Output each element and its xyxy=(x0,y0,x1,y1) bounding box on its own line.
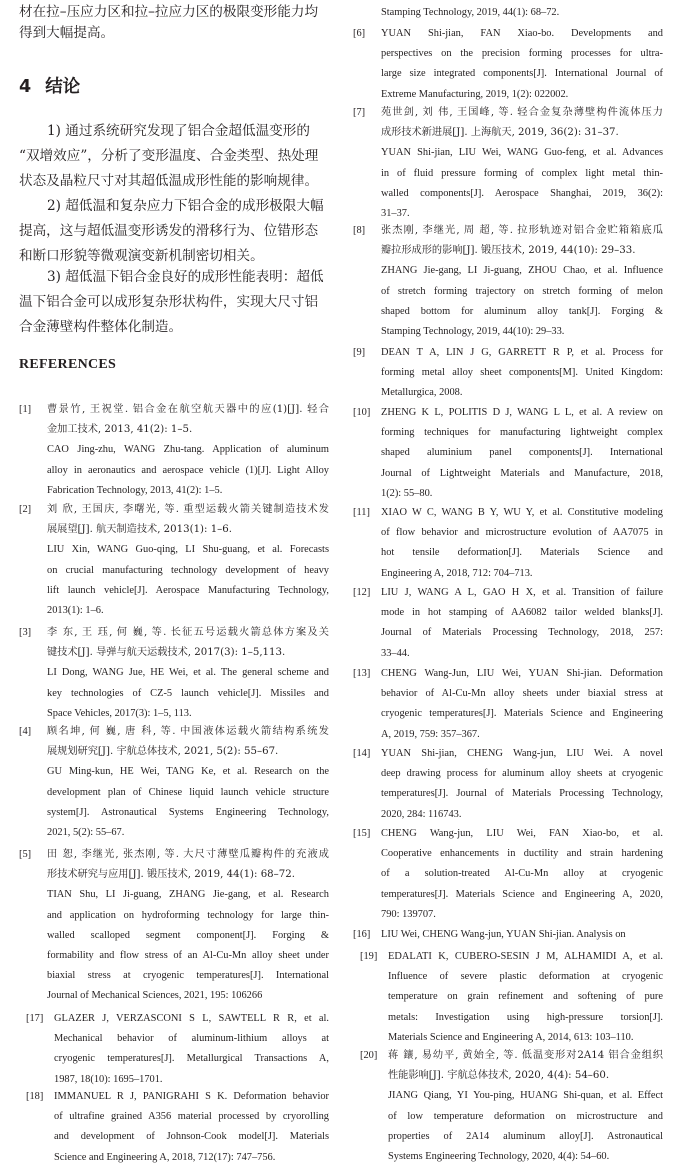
reference-line: YUAN Shi-jian, LIU Wei, WANG Guo-feng, et al. Advances xyxy=(381,147,663,159)
reference-line: temperatures[J]. Materials Science and Engineering A, 2020, xyxy=(381,888,663,900)
reference-line: walled scalloped segment component[J]. Forging & xyxy=(47,929,329,941)
reference-line: Engineering A, 2018, 712: 704–713. xyxy=(381,567,533,579)
reference-line: 展展望[J]. 航天制造技术, 2013(1): 1–6. xyxy=(47,524,232,536)
conclusion-paragraph xyxy=(19,267,324,338)
reference-line: shaped bottom for aluminum alloy tank[J]. Forging & xyxy=(381,305,663,317)
reference-line: system[J]. Astronautical Systems Engineering Technology, xyxy=(47,806,329,818)
reference-line: LIU Wei, CHENG Wang-jun, YUAN Shi-jian. Analysis on xyxy=(381,929,626,940)
reference-line: 苑世剑, 刘 伟, 王国峰, 等. 轻合金复杂薄壁构件流体压力 xyxy=(381,107,663,118)
reference-line: 33–44. xyxy=(381,647,410,659)
reference-line: Fabrication Technology, 2013, 41(2): 1–5. xyxy=(47,484,223,496)
reference-number: [7] xyxy=(353,107,366,118)
reference-number: [15] xyxy=(353,828,371,839)
reference-line: Influence of severe plastic deformation at cryogenic xyxy=(388,971,663,983)
reference-line: on crucial manufacturing technology development of heavy xyxy=(47,564,329,576)
reference-line: 顾名坤, 何 巍, 唐 科, 等. 中国液体运载火箭结构系统发 xyxy=(47,726,329,737)
conclusion-paragraph xyxy=(19,121,318,192)
section-heading xyxy=(19,73,80,98)
reference-line: Mechanical behavior of aluminum-lithium alloys at xyxy=(54,1033,329,1045)
reference-line: 蒋 鑲, 易幼平, 黄始全, 等. 低温变形对2A14 铝合金组织 xyxy=(388,1050,663,1061)
reference-number: [4] xyxy=(19,726,32,737)
conclusion-paragraph xyxy=(19,196,324,267)
reference-line: 性能影响[J]. 宇航总体技术, 2020, 4(4): 54–60. xyxy=(388,1070,610,1082)
reference-line: forming metal alloy sheet components[M]. United Kingdom: xyxy=(381,367,663,379)
reference-line: XIAO W C, WANG B Y, WU Y, et al. Constitutive modeling xyxy=(381,507,663,518)
reference-line: 1(2): 55–80. xyxy=(381,487,433,499)
reference-line: JIANG Qiang, YI You-ping, HUANG Shi-quan, et al. Effect xyxy=(388,1090,663,1102)
reference-line: Journal of Lightweight Materials and Manufacture, 2018, xyxy=(381,467,663,479)
reference-line: of stretch forming trajectory on stretch forming of melon xyxy=(381,285,663,297)
section-title: 结论 xyxy=(45,77,81,97)
reference-number: [14] xyxy=(353,748,371,759)
reference-line: CAO Jing-zhu, WANG Zhu-tang. Application of aluminum xyxy=(47,444,329,456)
reference-line: 2013(1): 1–6. xyxy=(47,604,104,616)
text-line: 2) 超低温和复杂应力下铝合金的成形极限大幅 xyxy=(47,198,324,214)
reference-line: CHENG Wang-Jun, LIU Wei, YUAN Shi-jian. Deformation xyxy=(381,668,663,679)
reference-line: of ultrafine grained A356 material processed by cryorolling xyxy=(54,1111,329,1123)
reference-number: [9] xyxy=(353,347,366,358)
text-line: 3) 超低温下铝合金良好的成形性能表明：超低 xyxy=(47,269,324,285)
reference-line: Journal of Mechanical Sciences, 2021, 195: 106266 xyxy=(47,990,263,1002)
reference-line: 刘 欣, 王国庆, 李曙光, 等. 重型运载火箭关键制造技术发 xyxy=(47,504,329,515)
reference-line: mode in hot stamping of AA6082 tailor welded blanks[J]. xyxy=(381,607,663,619)
reference-line: TIAN Shu, LI Ji-guang, ZHANG Jie-gang, et al. Research xyxy=(47,889,329,901)
reference-line: cryogenic temperatures[J]. Metallurgical Transactions A, xyxy=(54,1053,329,1065)
reference-line: Systems Engineering Technology, 2020, 4(4): 54–60. xyxy=(388,1150,610,1162)
text-line: 和断口形貌等微观演变新机制密切相关。 xyxy=(19,248,264,264)
reference-number: [1] xyxy=(19,404,32,415)
reference-line: 瓣拉形成形的影响[J]. 锻压技术, 2019, 44(10): 29–33. xyxy=(381,245,636,257)
reference-line: Space Vehicles, 2017(3): 1–5, 113. xyxy=(47,707,192,719)
reference-line: Stamping Technology, 2019, 44(1): 68–72. xyxy=(381,7,560,18)
reference-line: in of fluid pressure forming of complex light metal thin- xyxy=(381,167,663,179)
reference-line: forming techniques for manufacturing lightweight complex xyxy=(381,427,663,439)
reference-line: deep drawing process for aluminum alloy sheets at cryogenic xyxy=(381,768,663,780)
reference-line: Extreme Manufacturing, 2019, 1(2): 022002. xyxy=(381,88,569,100)
reference-line: temperature on grain refinement and softening of pure xyxy=(388,991,663,1003)
reference-line: GLAZER J, VERZASCONI S L, SAWTELL R R, et al. xyxy=(54,1013,329,1024)
reference-line: properties of 2A14 aluminum alloy[J]. Astronautical xyxy=(388,1130,663,1142)
reference-line: behavior of Al-Cu-Mn alloy sheets under biaxial stress at xyxy=(381,688,663,700)
reference-line: Cooperative enhancements in ductility and strain hardening xyxy=(381,848,663,860)
reference-line: temperatures[J]. Journal of Materials Processing Technology, xyxy=(381,788,663,800)
reference-line: DEAN T A, LIN J G, GARRETT R P, et al. Process for xyxy=(381,347,663,358)
reference-line: 李 东, 王 珏, 何 巍, 等. 长征五号运载火箭总体方案及关 xyxy=(47,627,329,638)
reference-line: ZHENG K L, POLITIS D J, WANG L L, et al. A review on xyxy=(381,407,663,418)
text-line: 1) 通过系统研究发现了铝合金超低温变形的 xyxy=(47,123,310,139)
reference-line: biaxial stress at cryogenic temperatures[J]. International xyxy=(47,970,329,982)
reference-number: [13] xyxy=(353,668,371,679)
text-line: 状态及晶粒尺寸对其超低温成形性能的影响规律。 xyxy=(19,173,319,189)
reference-line: walled components[J]. Aerospace Shanghai, 2019, 36(2): xyxy=(381,187,663,199)
reference-number: [3] xyxy=(19,627,32,638)
reference-line: ZHANG Jie-gang, LI Ji-guang, ZHOU Chao, et al. Influence xyxy=(381,265,663,277)
text-line: 材在拉–压应力区和拉–拉应力区的极限变形能力均 xyxy=(19,4,319,20)
reference-line: 2020, 284: 116743. xyxy=(381,808,462,820)
reference-line: 1987, 18(10): 1695–1701. xyxy=(54,1073,163,1085)
reference-line: alloy in aeronautics and aerospace vehicle (1)[J]. Light Alloy xyxy=(47,464,329,476)
reference-number: [17] xyxy=(26,1013,44,1024)
reference-number: [10] xyxy=(353,407,371,418)
reference-line: large size integrated components[J]. International Journal of xyxy=(381,68,663,80)
reference-number: [6] xyxy=(353,28,366,39)
reference-line: lift launch vehicle[J]. Aerospace Manufacturing Technology, xyxy=(47,584,329,596)
reference-line: YUAN Shi-jian, FAN Xiao-bo. Developments and xyxy=(381,28,663,39)
text-line: 合金薄壁构件整体化制造。 xyxy=(19,319,183,335)
reference-line: perspectives on the precision forming processes for ultra- xyxy=(381,48,663,60)
reference-line: of a solution-treated Al-Cu-Mn alloy at cryogenic xyxy=(381,868,663,880)
reference-number: [8] xyxy=(353,225,366,236)
reference-line: CHENG Wang-jun, LIU Wei, FAN Xiao-bo, et al. xyxy=(381,828,663,839)
reference-line: 田 恕, 李继光, 张杰刚, 等. 大尺寸薄壁瓜瓣构件的充液成 xyxy=(47,849,329,860)
section-number: 4 xyxy=(19,77,32,97)
text-line: 提高，这与超低温变形诱发的滑移行为、位错形态 xyxy=(19,223,319,239)
reference-line: cryogenic temperatures[J]. Materials Science and Engineering xyxy=(381,708,663,720)
reference-line: 曹景竹, 王祝堂. 铝合金在航空航天器中的应(1)[J]. 轻合 xyxy=(47,404,329,415)
reference-line: IMMANUEL R J, PANIGRAHI S K. Deformation behavior xyxy=(54,1091,329,1102)
reference-line: 张杰刚, 李继光, 周 超, 等. 拉形轨迹对铝合金贮箱箱底瓜 xyxy=(381,225,663,236)
reference-line: and development of Johnson-Cook model[J]. Materials xyxy=(54,1131,329,1143)
reference-number: [19] xyxy=(360,951,378,962)
reference-line: 2021, 5(2): 55–67. xyxy=(47,826,125,838)
reference-line: key technologies of CZ-5 launch vehicle[J]. Missiles and xyxy=(47,687,329,699)
reference-line: Stamping Technology, 2019, 44(10): 29–33. xyxy=(381,325,565,337)
reference-line: 展规划研究[J]. 宇航总体技术, 2021, 5(2): 55–67. xyxy=(47,746,279,758)
reference-line: hot tensile deformation[J]. Materials Science and xyxy=(381,547,663,559)
reference-line: 成形技术新进展[J]. 上海航天, 2019, 36(2): 31–37. xyxy=(381,127,619,139)
reference-number: [5] xyxy=(19,849,32,860)
reference-line: YUAN Shi-jian, CHENG Wang-jun, LIU Wei. A novel xyxy=(381,748,663,759)
reference-number: [11] xyxy=(353,507,370,518)
reference-line: of flow behavior and microstructure evolution of AA7075 in xyxy=(381,527,663,539)
reference-line: 790: 139707. xyxy=(381,908,436,920)
reference-line: and application on hydroforming technology for large thin- xyxy=(47,909,329,921)
reference-line: 31–37. xyxy=(381,207,410,219)
reference-number: [18] xyxy=(26,1091,44,1102)
reference-number: [12] xyxy=(353,587,371,598)
reference-number: [2] xyxy=(19,504,32,515)
reference-line: LI Dong, WANG Jue, HE Wei, et al. The general scheme and xyxy=(47,667,329,679)
reference-line: LIU Xin, WANG Guo-qing, LI Shu-guang, et al. Forecasts xyxy=(47,544,329,556)
text-line: 温下铝合金可以成形复杂形状构件，实现大尺寸铝 xyxy=(19,294,319,310)
reference-line: formability and flow stress of an Al-Cu-Mn alloy sheet under xyxy=(47,949,329,961)
reference-line: shaped aluminium panel components[J]. International xyxy=(381,447,663,459)
reference-line: GU Ming-kun, HE Wei, TANG Ke, et al. Research on the xyxy=(47,766,329,778)
intro-text xyxy=(19,2,318,44)
reference-line: Metallurgica, 2008. xyxy=(381,387,463,399)
reference-line: metals: Investigation using high-pressure torsion[J]. xyxy=(388,1011,663,1023)
text-line: “双增效应”，分析了变形温度、合金类型、热处理 xyxy=(19,148,319,164)
reference-number: [16] xyxy=(353,929,371,940)
reference-line: 形技术研究与应用[J]. 锻压技术, 2019, 44(1): 68–72. xyxy=(47,869,295,881)
reference-line: Science and Engineering A, 2018, 712(17): 747–756. xyxy=(54,1151,276,1163)
reference-line: of low temperature deformation on microstructure and xyxy=(388,1110,663,1122)
reference-line: development plan of Chinese liquid launch vehicle structure xyxy=(47,786,329,798)
reference-line: Materials Science and Engineering A, 2014, 613: 103–110. xyxy=(388,1031,634,1043)
reference-line: EDALATI K, CUBERO-SESIN J M, ALHAMIDI A, et al. xyxy=(388,951,663,962)
reference-line: Journal of Materials Processing Technology, 2018, 257: xyxy=(381,627,663,639)
reference-line: 金加工技术, 2013, 41(2): 1–5. xyxy=(47,424,193,436)
text-line: 得到大幅提高。 xyxy=(19,25,115,41)
reference-line: 键技术[J]. 导弹与航天运载技术, 2017(3): 1–5,113. xyxy=(47,647,286,659)
reference-number: [20] xyxy=(360,1050,378,1061)
reference-line: LIU J, WANG A L, GAO H X, et al. Transition of failure xyxy=(381,587,663,598)
reference-line: A, 2019, 759: 357–367. xyxy=(381,728,480,740)
references-heading: REFERENCES xyxy=(19,357,117,372)
